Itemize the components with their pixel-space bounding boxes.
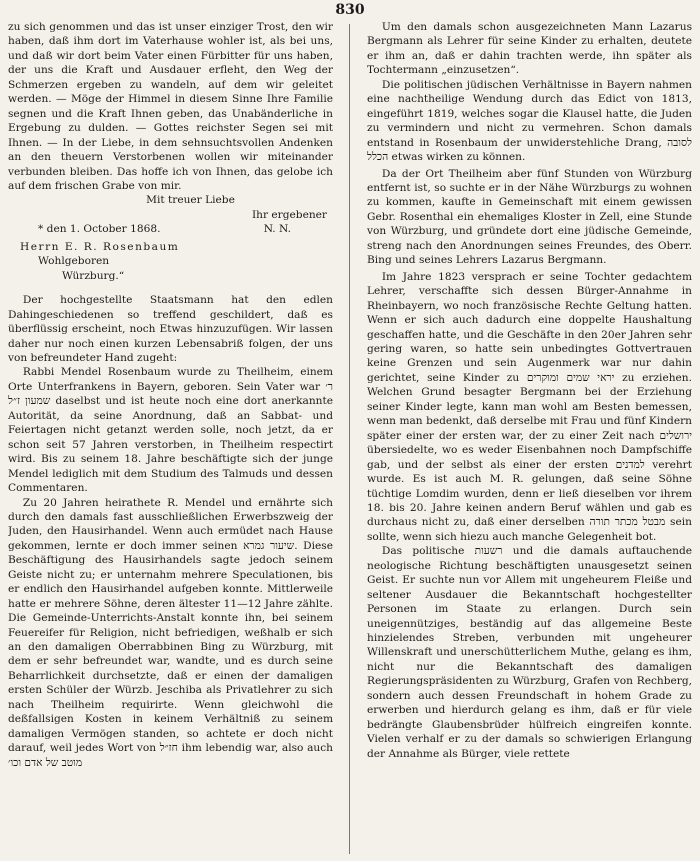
- signature-line: Ihr ergebener: [251, 208, 327, 221]
- paragraph: Rabbi Mendel Rosenbaum wurde zu Theilheim, einem Orte Unterfrankens in Bayern, geboren. Sein Vater war ר׳ שמעון ז״ל daselbst und ist heute noch eine dort anerkannte Autorität, da seine Anordnung, daß an Sabbat- und Feiertagen nicht getanzt werden solle, noch jetzt, da er schon seit 57 Jahren verstorben, in Theilheim respectirt wird. Bis zu seinem 18. Jahre beschäftigte sich der junge Mendel lediglich mit dem Studium des Talmuds und dessen Commentaren.: [8, 366, 333, 495]
- date-line: [8, 222, 333, 236]
- closing-line: Mit treuer Liebe: [146, 194, 235, 207]
- left-column: [8, 20, 333, 856]
- address-city: Würzburg.“: [62, 269, 125, 282]
- right-column: [367, 20, 692, 856]
- paragraph: Die politischen jüdischen Verhältnisse in Bayern nahmen eine nachtheilige Wendung durch das Edict von 1813, eingeführt 1819, welches sogar die Klausel hatte, die Juden zu vermindern und nicht zu vermehren. Schon damals entstand in Rosenbaum der unwiderstehliche Drang, לסובה הכלל etwas wirken zu können.: [367, 78, 692, 164]
- paragraph: Der hochgestellte Staatsmann hat den edlen Dahingeschiedenen so treffend geschildert, daß es überflüssig erscheint, noch Etwas hinzuzufügen. Wir lassen daher nur noch einen kurzen Lebensabriß folgen, der uns von befreundeter Hand zugeht:: [8, 294, 333, 364]
- address-line: [8, 240, 333, 254]
- paragraph: Im Jahre 1823 versprach er seine Tochter gedachtem Lehrer, verschaffte sich dessen Bürger-Annahme in Rheinbayern, wo noch französische Rechte Geltung hatten. Wenn er sich auch dadurch eine doppelte Haushaltung geschaffen hatte, und die Geschäfte in den 20er Jahren sehr gering waren, so hatte sein unbedingtes Gottvertrauen keine Grenzen und sein Augenmerk war nur dahin gerichtet, seine Kinder zu יראי שמים ומוקרים zu erziehen. Welchen Grund besagter Bergmann bei der Erziehung seiner Kinder legte, kann man wohl am Besten bemessen, wenn man bedenkt, daß derselbe mit Frau und fünf Kindern später einer der ersten war, der zu einer Zeit nach ירושלים übersiedelte, wo es weder Eisenbahnen noch Dampfschiffe gab, und der selbst als einer der ersten למדנים verehrt wurde. Es ist auch M. R. gelungen, daß seine Söhne tüchtige Lomdim wurden, denn er ließ dieselben vor ihrem 18. bis 20. Jahre keinen andern Beruf wählen und gab es durchaus nicht zu, daß einer derselben מבטל מכתר תורה sein sollte, wenn sich hiezu auch manche Gelegenheit bot.: [367, 270, 692, 543]
- paragraph: Um den damals schon ausgezeichneten Mann Lazarus Bergmann als Lehrer für seine Kinder zu erhalten, deutete er ihm an, daß er dahin trachten werde, ihn später als Tochtermann „einzusetzen“.: [367, 21, 692, 77]
- paragraph: Das politische רשעות und die damals auftauchende neologische Richtung beschäftigten unausgesetzt seinen Geist. Er suchte nun vor Allem mit ungeheurem Fleiße und seltener Ausdauer die Bekanntschaft hochgestellter Personen im Staate zu erlangen. Durch sein uneigennütziges, beständig auf das allgemeine Beste hinzielendes Streben, verbunden mit ungeheurer Willenskraft und unerschütterlichem Muthe, gelang es ihm, nicht nur die Bekanntschaft des damaligen Regierungspräsidenten zu Würzburg, Grafen von Rechberg, sondern auch dessen Freundschaft in hohem Grade zu erwerben und hierdurch gelang es ihm, daß er für viele bedrängte Glaubensbrüder hülfreich eingreifen konnte. Vielen verhalf er zu der damals so schwierigen Erlangung der Annahme als Bürger, viele rettete: [367, 545, 692, 760]
- address-title: Wohlgeboren: [38, 255, 110, 268]
- paragraph: Zu 20 Jahren heirathete R. Mendel und ernährte sich durch den damals fast ausschließlichen Erwerbszweig der Juden, den Hausirhandel. Wenn auch ermüdet nach Hause gekommen, lernte er doch immer seinen שיעור גמרא. Diese Beschäftigung des Hausirhandels sagte jedoch seinem Geiste nicht zu; er unternahm mehrere Speculationen, bis er endlich den Hausirhandel aufgeben konnte. Mittlerweile hatte er mehrere Söhne, deren ältester 11—12 Jahre zählte. Die Gemeinde-Unterrichts-Anstalt konnte ihn, bei seinem Feuereifer für Religion, nicht befriedigen, weßhalb er sich an den damaligen Oberrabbinen Bing zu Würzburg, mit dem er sehr befreundet war, wandte, und es durch seine Beharrlichkeit durchsetzte, daß er einen der damaligen ersten Schüler der Würzb. Jeschiba als Privatlehrer zu sich nach Theilheim requirirte. Wenn gleichwohl die deßfallsigen Kosten in keinem Verhältniß zu seinem damaligen Vermögen standen, so achtete er doch nicht darauf, weil jedes Wort von חז״ל ihm lebendig war, also auch מוטב של אדם וכו׳: [8, 496, 333, 769]
- letter-date: * den 1. October 1868.: [38, 223, 161, 236]
- column-divider: [349, 24, 350, 854]
- page-number: 830: [335, 2, 365, 18]
- signature-initials: N. N.: [263, 223, 291, 236]
- address-recipient: Herrn E. R. Rosenbaum: [20, 240, 180, 253]
- paragraph: Da der Ort Theilheim aber fünf Stunden von Würzburg entfernt ist, so suchte er in der Nähe Würzburgs zu wohnen zu kommen, kaufte in Gemeinschaft mit einem gewissen Gebr. Rosenthal ein ehemaliges Kloster in Zell, eine Stunde von Würzburg, und gründete dort eine jüdische Gemeinde, streng nach den Anordnungen seines Freundes, des Oberr. Bing und seines Lehrers Lazarus Bergmann.: [367, 167, 692, 267]
- paragraph: zu sich genommen und das ist unser einziger Trost, den wir haben, daß ihm dort im Vaterhause wohler ist, als bei uns, und daß wir dort beim Vater einen Fürbitter für uns haben, der uns die Kraft und Ausdauer erfleht, den Weg der Schmerzen ergeben zu wandeln, auf dem wir geleitet werden. — Möge der Himmel in diesem Sinne Ihre Familie segnen und die Kraft Ihnen geben, das Unabänderliche in Ergebung zu dulden. — Gottes reichster Segen sei mit Ihnen. — In der Liebe, in dem sehnsuchtsvollen Andenken an den theuern Verstorbenen wollen wir miteinander verbunden bleiben. Das hoffe ich von Ihnen, das gelobe ich auf dem frischen Grabe von mir.: [8, 21, 333, 192]
